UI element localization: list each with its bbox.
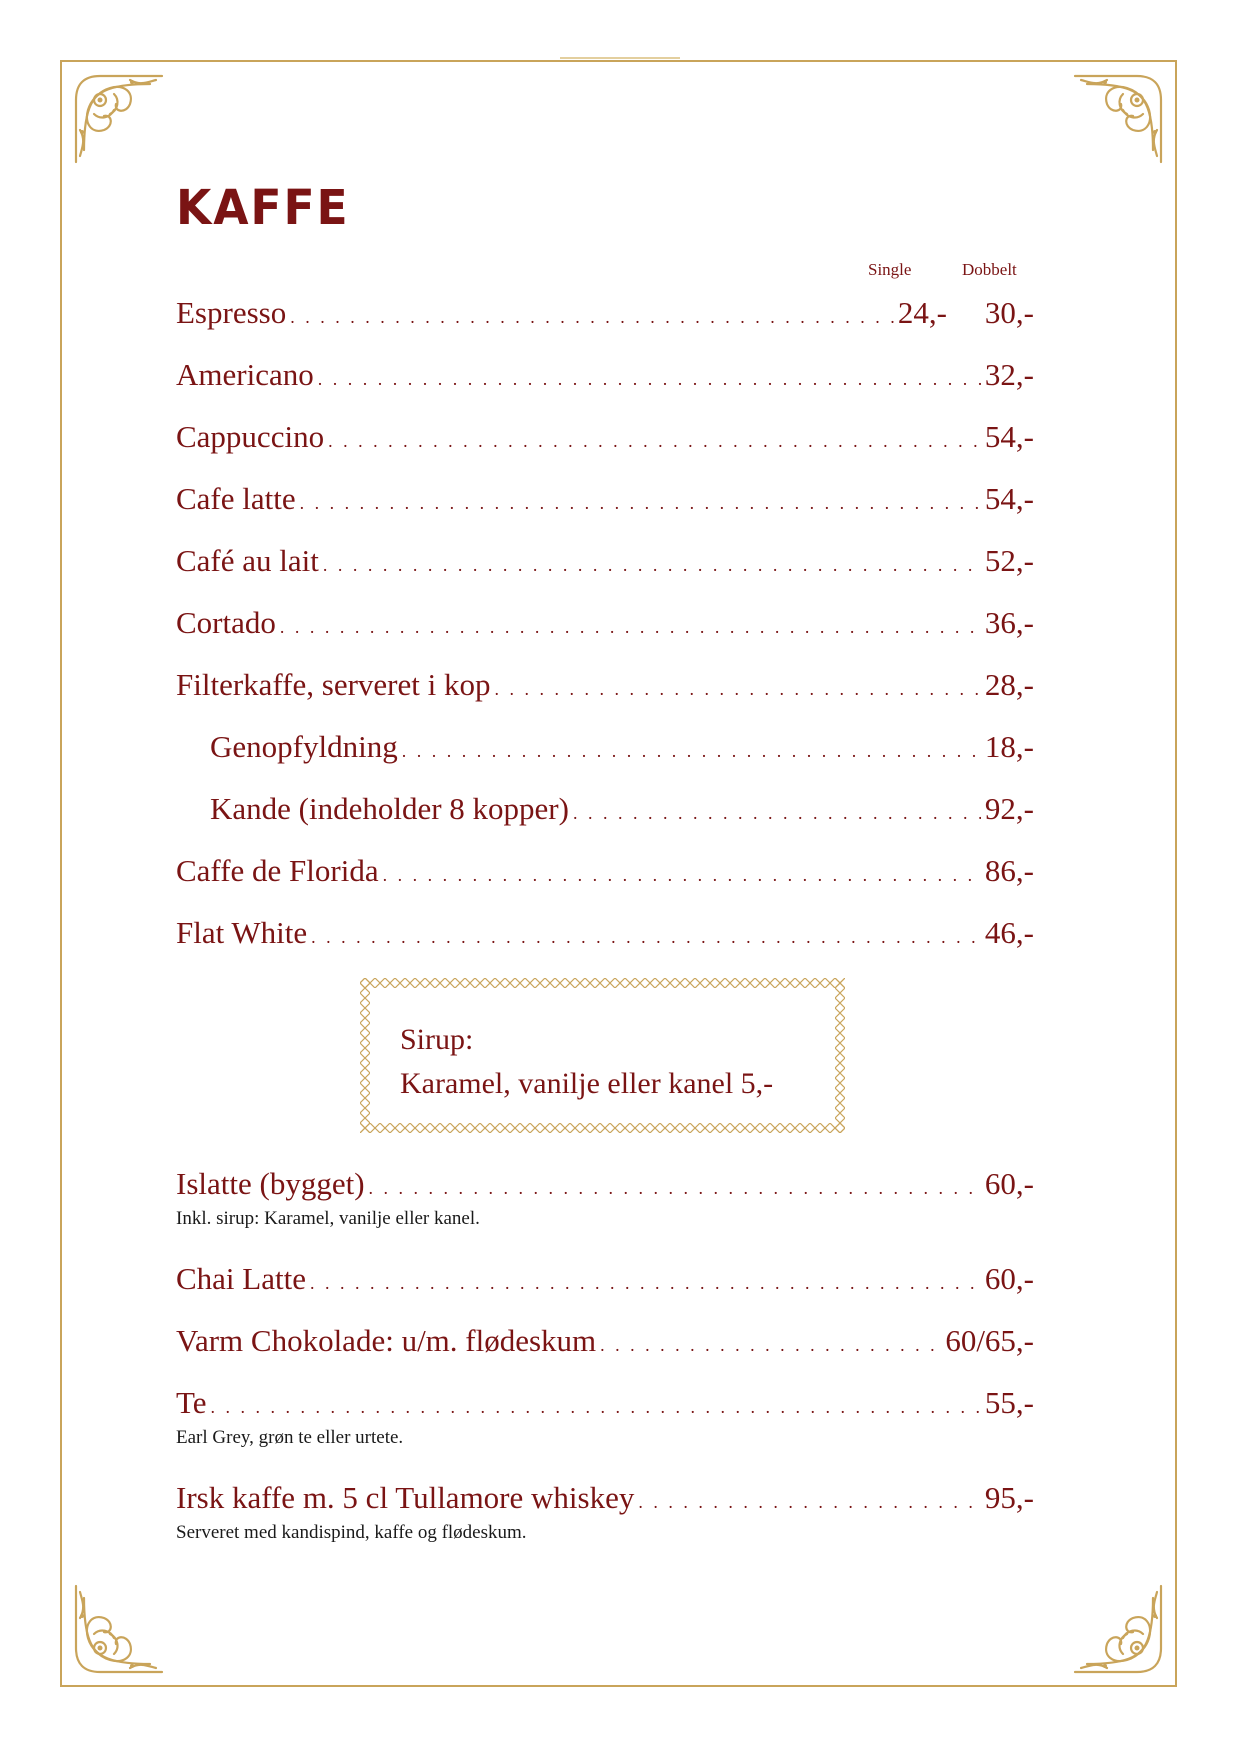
item-name: Islatte (bygget)	[176, 1166, 365, 1201]
dot-leader	[318, 369, 981, 390]
page-title: KAFFE	[176, 180, 350, 236]
item-name: Kande (indeholder 8 kopper)	[210, 791, 569, 826]
item-name: Espresso	[176, 295, 287, 330]
item-name: Irsk kaffe m. 5 cl Tullamore whiskey	[176, 1480, 635, 1515]
menu-item-flat-white	[176, 915, 1034, 955]
item-note: Inkl. sirup: Karamel, vanilje eller kanel.	[176, 1208, 480, 1229]
menu-item-genopfyldning	[210, 729, 1034, 769]
menu-item-irsk-kaffe	[176, 1480, 1034, 1520]
dot-leader	[310, 1273, 981, 1294]
border-accent	[560, 57, 680, 59]
menu-item-te	[176, 1385, 1034, 1425]
corner-ornament-icon	[70, 70, 166, 166]
item-name: Cortado	[176, 605, 276, 640]
corner-ornament-icon	[1071, 70, 1167, 166]
syrup-heading: Sirup:	[400, 1023, 474, 1056]
dot-leader	[494, 679, 980, 700]
menu-item-americano	[176, 357, 1034, 397]
item-name: Filterkaffe, serveret i kop	[176, 667, 491, 702]
corner-ornament-icon	[70, 1582, 166, 1678]
item-price: 60/65,-	[945, 1323, 1034, 1358]
item-price: 92,-	[984, 791, 1034, 826]
item-price: 46,-	[984, 915, 1034, 950]
item-note: Earl Grey, grøn te eller urtete.	[176, 1427, 404, 1448]
item-price: 86,-	[984, 853, 1034, 888]
item-price: 54,-	[984, 481, 1034, 516]
menu-item-chai-latte	[176, 1261, 1034, 1301]
item-name: Flat White	[176, 915, 308, 950]
dot-leader	[600, 1335, 941, 1356]
dot-leader	[290, 307, 894, 328]
menu-item-islatte	[176, 1166, 1034, 1206]
item-price: 32,-	[984, 357, 1034, 392]
menu-item-cafe-latte	[176, 481, 1034, 521]
item-price: 36,-	[984, 605, 1034, 640]
menu-item-espresso	[176, 295, 1034, 335]
dot-leader	[328, 431, 981, 452]
item-price-single: 24,-	[897, 295, 947, 330]
item-price: 60,-	[984, 1261, 1034, 1296]
item-note: Serveret med kandispind, kaffe og flødeskum.	[176, 1522, 527, 1543]
item-price-double: 30,-	[984, 295, 1034, 330]
dot-leader	[323, 555, 981, 576]
menu-item-kande	[210, 791, 1034, 831]
item-name: Cafe latte	[176, 481, 296, 516]
item-name: Te	[176, 1385, 207, 1420]
item-name: Café au lait	[176, 543, 319, 578]
corner-ornament-icon	[1071, 1582, 1167, 1678]
menu-item-varm-chokolade	[176, 1323, 1034, 1363]
dot-leader	[402, 741, 981, 762]
dot-leader	[638, 1492, 981, 1513]
dot-leader	[300, 493, 981, 514]
item-price: 55,-	[984, 1385, 1034, 1420]
dot-leader	[369, 1178, 981, 1199]
dot-leader	[573, 803, 981, 824]
item-name: Chai Latte	[176, 1261, 306, 1296]
dot-leader	[211, 1397, 981, 1418]
item-price: 54,-	[984, 419, 1034, 454]
syrup-box-text	[400, 1018, 773, 1106]
column-header-single: Single	[868, 260, 912, 279]
item-price: 18,-	[984, 729, 1034, 764]
item-name: Americano	[176, 357, 314, 392]
menu-item-cortado	[176, 605, 1034, 645]
menu-item-caffe-de-florida	[176, 853, 1034, 893]
item-price: 60,-	[984, 1166, 1034, 1201]
item-price: 28,-	[984, 667, 1034, 702]
dot-leader	[383, 865, 981, 886]
menu-item-cappuccino	[176, 419, 1034, 459]
item-name: Genopfyldning	[210, 729, 398, 764]
menu-item-cafe-au-lait	[176, 543, 1034, 583]
item-name: Caffe de Florida	[176, 853, 379, 888]
dot-leader	[311, 927, 981, 948]
item-name: Cappuccino	[176, 419, 325, 454]
item-price: 95,-	[984, 1480, 1034, 1515]
column-header-double: Dobbelt	[962, 260, 1017, 279]
item-price: 52,-	[984, 543, 1034, 578]
syrup-options: Karamel, vanilje eller kanel 5,-	[400, 1067, 774, 1100]
item-name: Varm Chokolade: u/m. flødeskum	[176, 1323, 597, 1358]
dot-leader	[280, 617, 981, 638]
menu-item-filterkaffe	[176, 667, 1034, 707]
